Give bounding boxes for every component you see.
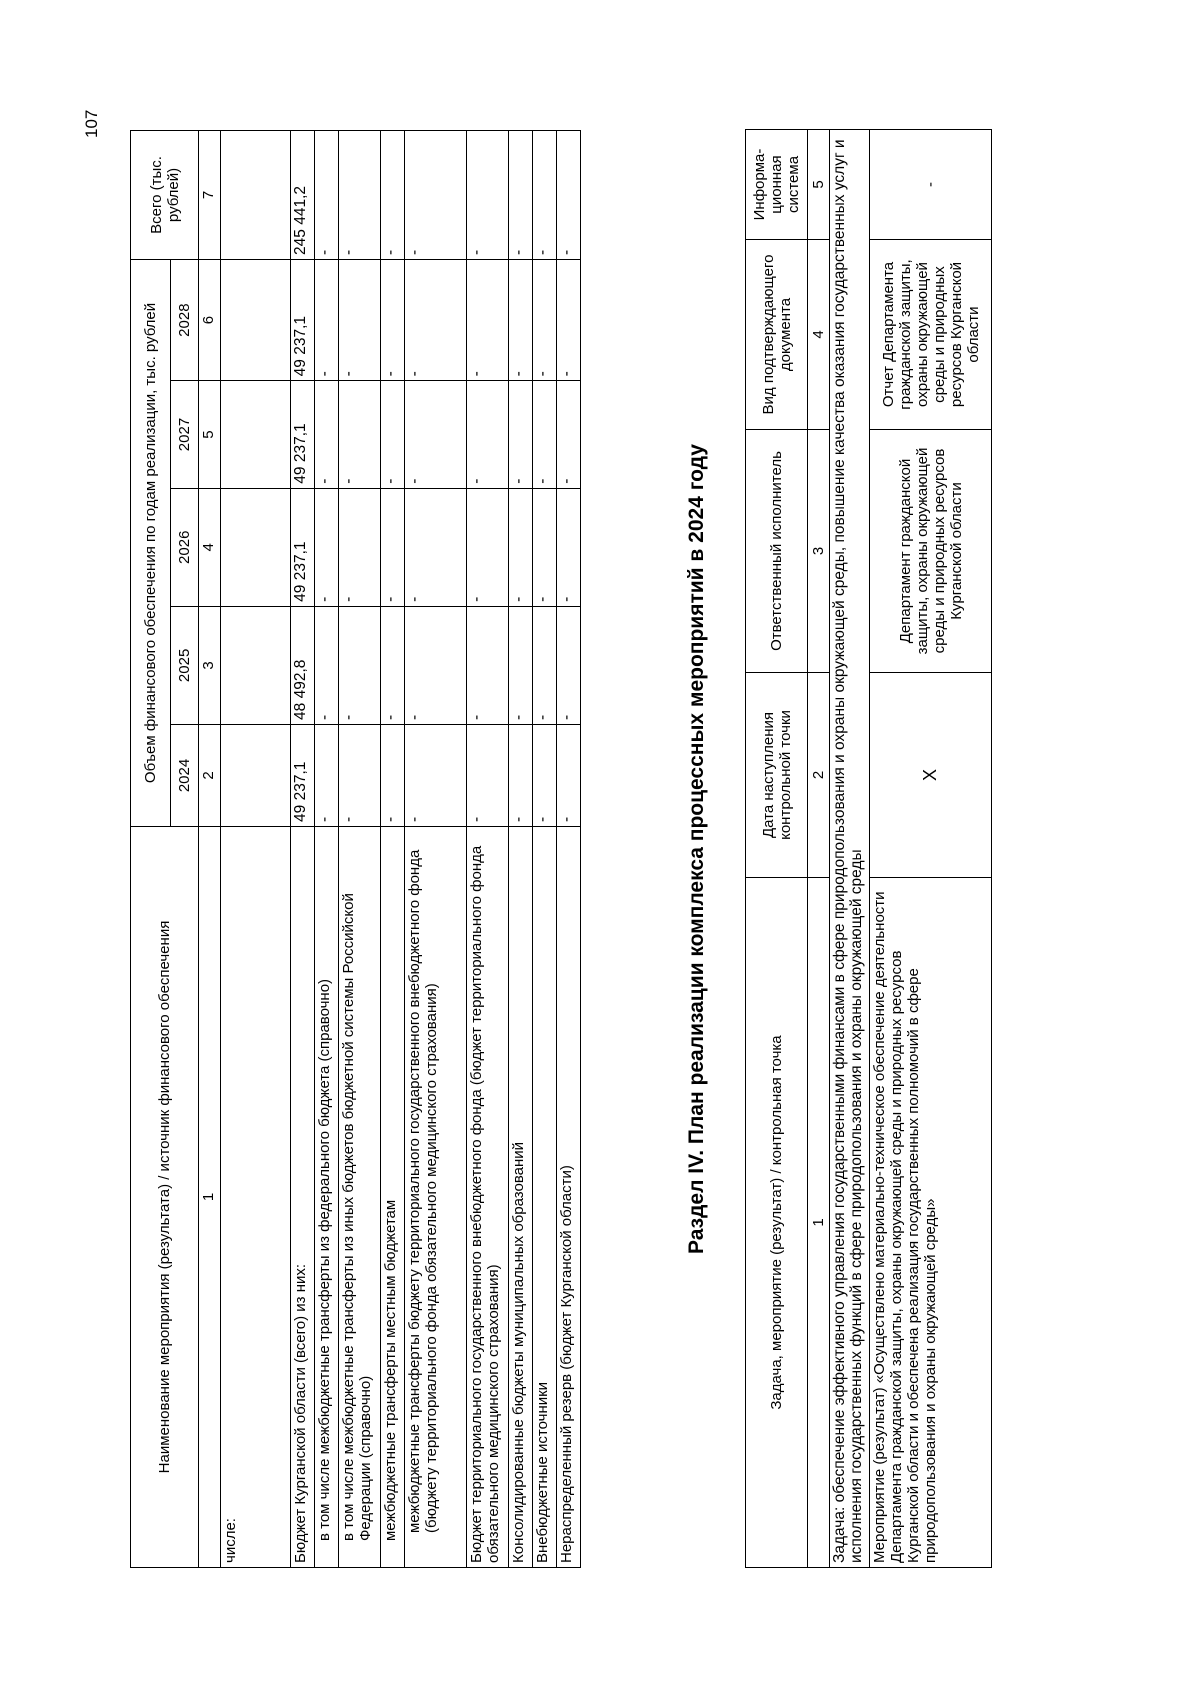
row-value [221,488,291,606]
task-row [830,130,870,1568]
row-value: 49 237,1 [291,724,315,826]
row-value: 49 237,1 [291,488,315,606]
process-plan-table [745,129,992,1568]
row-value: - [467,724,509,826]
row-value [221,259,291,380]
event-document: Отчет Департамента гражданской защиты, охраны окружающей среды и природных ресурсов Курганской области [870,240,992,430]
row-value: - [315,131,339,260]
row-value: - [315,488,339,606]
event-date: X [870,673,992,878]
row-value: - [467,381,509,488]
table-row [381,131,405,1568]
table-row [557,131,581,1568]
header-year: 2028 [171,259,199,380]
row-value: - [467,488,509,606]
header-total: Всего (тыс. рублей) [131,131,199,260]
table-row [221,131,291,1568]
event-executor: Департамент гражданской защиты, охраны окружающей среды и природных ресурсов Курганской области [870,430,992,673]
row-value: - [467,131,509,260]
header-volume-group: Объем финансового обеспечения по годам реализации, тыс. рублей [131,259,171,826]
row-value: - [405,488,467,606]
row-value: - [381,381,405,488]
header-year: 2025 [171,606,199,724]
column-number: 4 [199,488,221,606]
row-value [221,131,291,260]
row-value: - [557,259,581,380]
row-value: - [405,131,467,260]
row-value: - [533,724,557,826]
row-value: - [533,259,557,380]
header-year: 2024 [171,724,199,826]
header-name-column: Наименование мероприятия (результата) / источник финансового обеспечения [131,826,199,1567]
row-value: - [381,259,405,380]
section-title: Раздел IV. План реализации комплекса процессных мероприятий в 2024 году [685,444,708,1254]
row-value: - [405,259,467,380]
row-value: - [533,606,557,724]
row-value: 48 492,8 [291,606,315,724]
row-value: - [533,381,557,488]
row-value: - [315,381,339,488]
row-value: - [381,131,405,260]
row-value: 245 441,2 [291,131,315,260]
row-value: - [405,381,467,488]
row-value: - [557,488,581,606]
financing-table [130,130,581,1568]
header-date: Дата наступления контрольной точки [746,673,808,878]
row-value: - [339,724,381,826]
column-number: 7 [199,131,221,260]
row-name: Консолидированные бюджеты муниципальных образований [509,826,533,1567]
column-number: 5 [808,130,830,240]
column-number: 5 [199,381,221,488]
row-name: межбюджетные трансферты местным бюджетам [381,826,405,1567]
row-value: - [509,488,533,606]
row-value: - [467,259,509,380]
row-value: - [557,606,581,724]
row-value: - [509,381,533,488]
row-value: - [405,606,467,724]
row-value [221,381,291,488]
table-row [315,131,339,1568]
column-number: 2 [808,673,830,878]
row-value [221,606,291,724]
row-value: - [467,606,509,724]
column-number: 1 [199,826,221,1567]
task-text: Задача: обеспечение эффективного управления государственными финансами в сфере природопользования и охраны окружающей среды, повышение качества оказания государственных услуг и исполнения государственных функций в сфере природопользования и охраны окружающей среды [830,130,870,1568]
row-name: межбюджетные трансферты бюджету территориального государственного внебюджетного фонда (бюджету территориального фонда обязательного медицинского страхования) [405,826,467,1567]
event-row [870,130,992,1568]
row-value: - [381,488,405,606]
row-value: - [315,724,339,826]
row-value: 49 237,1 [291,259,315,380]
table-row [291,131,315,1568]
column-number: 2 [199,724,221,826]
table-row [509,131,533,1568]
row-value: - [339,259,381,380]
table-row [339,131,381,1568]
row-value: - [339,131,381,260]
header-system: Информа-ционная система [746,130,808,240]
column-number: 3 [808,430,830,673]
column-number: 1 [808,878,830,1568]
row-name: Бюджет территориального государственного внебюджетного фонда (бюджет территориального фонда обязательного медицинского страхования) [467,826,509,1567]
row-name: числе: [221,826,291,1567]
row-value: - [533,131,557,260]
column-number: 6 [199,259,221,380]
header-year: 2026 [171,488,199,606]
row-value: - [339,381,381,488]
row-value: - [381,724,405,826]
table-row [467,131,509,1568]
row-value: - [339,606,381,724]
row-name: в том числе межбюджетные трансферты из федерального бюджета (справочно) [315,826,339,1567]
header-document: Вид подтверждающего документа [746,240,808,430]
row-value: - [339,488,381,606]
event-system: - [870,130,992,240]
column-number: 4 [808,240,830,430]
row-value: - [557,724,581,826]
row-value: - [509,724,533,826]
table-row [405,131,467,1568]
row-name: Внебюджетные источники [533,826,557,1567]
header-year: 2027 [171,381,199,488]
page-number: 107 [82,109,101,138]
row-value: - [533,488,557,606]
row-value: 49 237,1 [291,381,315,488]
row-value: - [509,131,533,260]
row-value: - [381,606,405,724]
row-value: - [315,606,339,724]
event-name: Мероприятие (результат) «Осуществлено материально-техническое обеспечение деятельности Департамента гражданской защиты, охраны окружающей среды и природных ресурсов Курганской области и обеспечена реализация государственных полномочий в сфере природопользования и охраны окружающей среды» [870,878,992,1568]
row-value: - [315,259,339,380]
row-value [221,724,291,826]
row-name: в том числе межбюджетные трансферты из иных бюджетов бюджетной системы Российской Федерации (справочно) [339,826,381,1567]
column-number: 3 [199,606,221,724]
row-name: Бюджет Курганской области (всего) из них: [291,826,315,1567]
row-name: Нераспределенный резерв (бюджет Курганской области) [557,826,581,1567]
header-task: Задача, мероприятие (результат) / контрольная точка [746,878,808,1568]
row-value: - [509,606,533,724]
header-executor: Ответственный исполнитель [746,430,808,673]
row-value: - [557,131,581,260]
row-value: - [509,259,533,380]
row-value: - [405,724,467,826]
table-row [533,131,557,1568]
row-value: - [557,381,581,488]
